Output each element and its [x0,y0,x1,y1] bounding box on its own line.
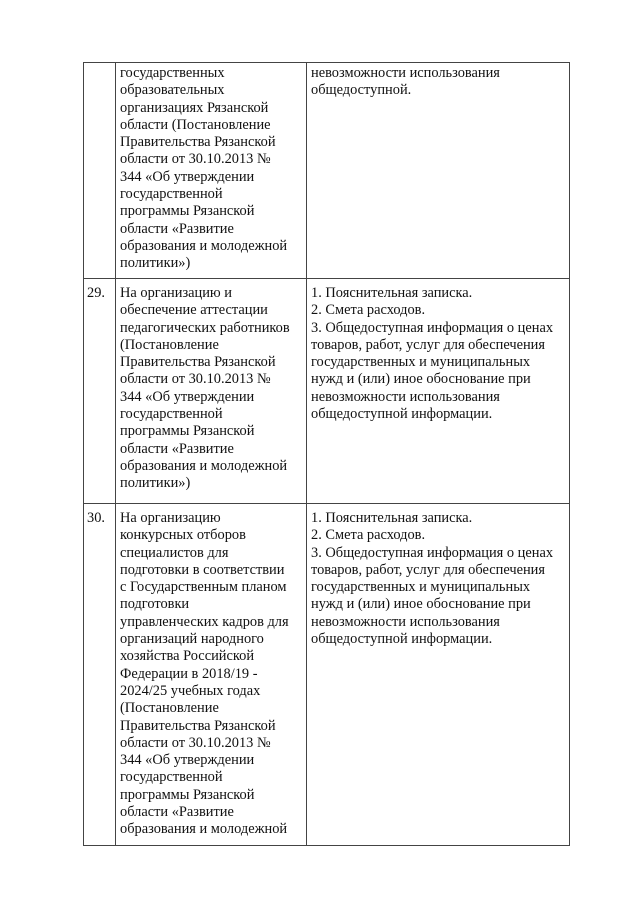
row-documents-line: нужд и (или) иное обоснование при [311,596,531,613]
row-description-line: образования и молодежной [120,821,288,838]
row-description-line: организациях Рязанской [120,99,269,116]
row-description-line: (Постановление [120,700,219,717]
document-table [83,62,570,846]
row-description-line: 344 «Об утверждении [120,752,255,769]
row-number [84,279,116,504]
row-description-line: Правительства Рязанской [120,717,276,734]
row-description-line: 344 «Об утверждении [120,388,255,405]
row-description-line: подготовки в соответствии [120,561,285,578]
row-documents-line: общедоступной. [311,82,412,99]
row-description [116,279,307,504]
row-description-line: области от 30.10.2013 № [120,151,271,168]
row-description-line: хозяйства Российской [120,648,255,665]
row-documents-line: товаров, работ, услуг для обеспечения [311,336,545,353]
row-description-line: политики») [120,255,191,272]
row-number [84,63,116,279]
row-description [116,63,307,279]
row-documents-line: 3. Общедоступная информация о ценах [311,319,554,336]
row-number-line: 29. [87,285,105,301]
row-documents-line: невозможности использования [311,388,500,405]
row-documents-line: 1. Пояснительная записка. [311,510,473,526]
row-documents-line: 2. Смета расходов. [311,527,426,544]
row-documents-line: государственных и муниципальных [311,579,531,596]
row-description-line: На организацию и [120,285,232,301]
row-documents-line: общедоступной информации. [311,631,493,648]
row-description-line: (Постановление [120,336,219,353]
row-documents [307,63,570,279]
row-documents-line: нужд и (или) иное обоснование при [311,371,531,388]
row-description-line: обеспечение аттестации [120,302,268,319]
row-description-line: Правительства Рязанской [120,354,276,371]
row-description-line: области от 30.10.2013 № [120,371,271,388]
table-row [84,279,570,504]
row-documents-line: невозможности использования [311,613,500,630]
row-description-line: области «Развитие [120,804,234,821]
row-description-line: государственной [120,406,223,423]
row-description-line: педагогических работников [120,319,290,336]
row-number [84,504,116,846]
row-description-line: образования и молодежной [120,457,288,474]
row-description-line: подготовки [120,596,190,613]
row-documents-line: товаров, работ, услуг для обеспечения [311,561,545,578]
row-documents [307,504,570,846]
row-description-line: управленческих кадров для [120,613,289,630]
row-description-line: Федерации в 2018/19 - [120,665,258,682]
table-row [84,504,570,846]
row-documents-line: невозможности использования [311,65,500,81]
row-description-line: образования и молодежной [120,237,288,254]
row-description-line: специалистов для [120,544,229,561]
row-documents-line: 2. Смета расходов. [311,302,426,319]
row-description-line: с Государственным планом [120,579,287,596]
row-documents-line: общедоступной информации. [311,406,493,423]
row-description-line: государственных [120,65,225,81]
row-documents [307,279,570,504]
row-description-line: программы Рязанской [120,423,255,440]
row-description-line: Правительства Рязанской [120,134,276,151]
row-description-line: 344 «Об утверждении [120,168,255,185]
row-documents-line: 3. Общедоступная информация о ценах [311,544,554,561]
table-row [84,63,570,279]
row-description-line: области «Развитие [120,440,234,457]
row-description-line: области (Постановление [120,116,271,133]
row-description-line: организаций народного [120,631,264,648]
row-documents-line: 1. Пояснительная записка. [311,285,473,301]
row-description-line: государственной [120,186,223,203]
row-documents-line: государственных и муниципальных [311,354,531,371]
row-number-line: 30. [87,510,105,526]
row-description-line: программы Рязанской [120,203,255,220]
row-description-line: образовательных [120,82,225,99]
row-description-line: 2024/25 учебных годах [120,682,261,699]
row-description-line: области «Развитие [120,220,234,237]
row-description [116,504,307,846]
row-description-line: области от 30.10.2013 № [120,734,271,751]
row-description-line: На организацию [120,510,221,526]
row-description-line: конкурсных отборов [120,527,246,544]
row-description-line: политики») [120,475,191,492]
row-description-line: государственной [120,769,223,786]
row-description-line: программы Рязанской [120,786,255,803]
